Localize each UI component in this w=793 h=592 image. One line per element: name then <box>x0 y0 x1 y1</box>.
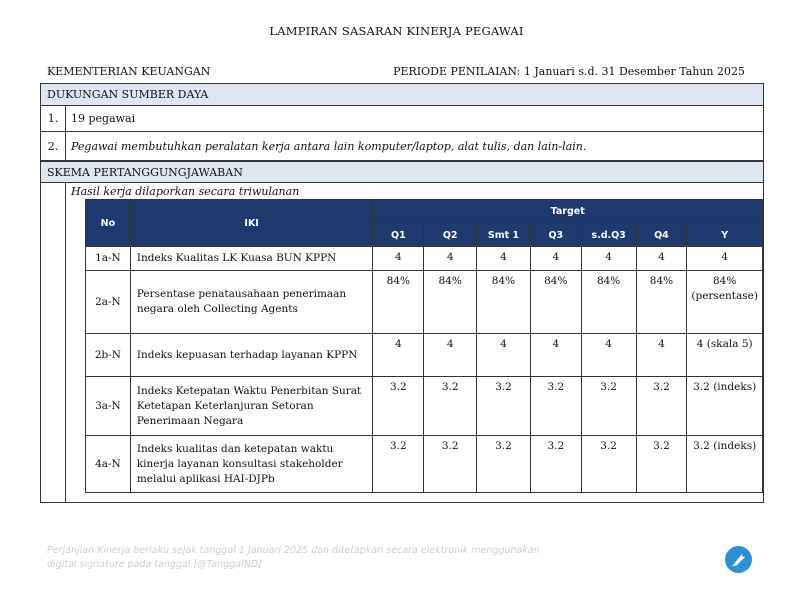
row-value: 84% <box>581 271 636 334</box>
resource-item <box>41 132 763 161</box>
row-value: 3.2 <box>373 377 424 436</box>
header-period: Q3 <box>530 224 581 247</box>
row-year: 84% (persentase) <box>687 271 763 334</box>
header-period: s.d.Q3 <box>581 224 636 247</box>
indent-divider <box>65 183 66 503</box>
row-iki: Indeks Kualitas LK Kuasa BUN KPPN <box>130 247 373 271</box>
header-period: Smt 1 <box>477 224 531 247</box>
row-number: 2a-N <box>86 271 131 334</box>
row-value: 4 <box>477 247 531 271</box>
page-title: LAMPIRAN SASARAN KINERJA PEGAWAI <box>269 24 524 38</box>
row-value: 84% <box>530 271 581 334</box>
row-value: 4 <box>477 334 531 377</box>
resource-item <box>41 106 763 132</box>
table-row <box>86 271 763 334</box>
row-number: 1a-N <box>86 247 131 271</box>
row-value: 4 <box>373 247 424 271</box>
iki-table <box>85 199 763 493</box>
resource-item-number: 1. <box>41 106 66 132</box>
header-no: No <box>86 200 131 247</box>
row-value: 3.2 <box>581 377 636 436</box>
row-value: 4 <box>581 334 636 377</box>
section-resources-title: DUKUNGAN SUMBER DAYA <box>41 84 763 106</box>
row-value: 4 <box>636 247 687 271</box>
row-value: 4 <box>373 334 424 377</box>
table-row <box>86 377 763 436</box>
header-period: Q1 <box>373 224 424 247</box>
row-value: 3.2 <box>424 377 477 436</box>
header-iki: IKI <box>130 200 373 247</box>
row-value: 3.2 <box>581 436 636 493</box>
row-iki: Indeks kualitas dan ketepatan waktu kinerja layanan konsultasi stakeholder melalui aplikasi HAI-DJPb <box>130 436 373 493</box>
header-period: Q2 <box>424 224 477 247</box>
row-value: 3.2 <box>636 436 687 493</box>
row-value: 3.2 <box>373 436 424 493</box>
resource-item-number: 2. <box>41 132 66 161</box>
row-value: 84% <box>477 271 531 334</box>
resource-item-text: 19 pegawai <box>71 112 136 125</box>
resource-item-text: Pegawai membutuhkan peralatan kerja antara lain komputer/laptop, alat tulis, dan lain-lain. <box>71 140 587 153</box>
footer-line: digital signature pada tanggal [@TanggalND] <box>47 559 262 570</box>
row-iki: Indeks kepuasan terhadap layanan KPPN <box>130 334 373 377</box>
row-iki: Persentase penatausahaan penerimaan negara oleh Collecting Agents <box>130 271 373 334</box>
period-label: PERIODE PENILAIAN: 1 Januari s.d. 31 Desember Tahun 2025 <box>393 65 745 78</box>
row-value: 84% <box>373 271 424 334</box>
row-number: 4a-N <box>86 436 131 493</box>
row-value: 4 <box>636 334 687 377</box>
row-year: 3.2 (indeks) <box>687 377 763 436</box>
row-year: 3.2 (indeks) <box>687 436 763 493</box>
row-value: 4 <box>424 247 477 271</box>
row-value: 4 <box>581 247 636 271</box>
row-iki: Indeks Ketepatan Waktu Penerbitan Surat Ketetapan Keterlanjuran Setoran Penerimaan Negara <box>130 377 373 436</box>
row-value: 3.2 <box>530 377 581 436</box>
reporting-note: Hasil kerja dilaporkan secara triwulanan <box>71 185 300 198</box>
organization-name: KEMENTERIAN KEUANGAN <box>47 65 211 78</box>
row-value: 84% <box>424 271 477 334</box>
row-value: 3.2 <box>636 377 687 436</box>
row-value: 84% <box>636 271 687 334</box>
footer-note <box>47 544 540 572</box>
row-number: 2b-N <box>86 334 131 377</box>
row-value: 3.2 <box>477 436 531 493</box>
section-accountability-title: SKEMA PERTANGGUNGJAWABAN <box>41 161 763 183</box>
signature-pen-icon <box>725 546 752 573</box>
row-value: 3.2 <box>477 377 531 436</box>
row-value: 4 <box>530 247 581 271</box>
content-frame <box>40 83 764 503</box>
row-value: 4 <box>530 334 581 377</box>
row-number: 3a-N <box>86 377 131 436</box>
header-period: Q4 <box>636 224 687 247</box>
row-value: 4 <box>424 334 477 377</box>
header-period: Y <box>687 224 763 247</box>
footer-line: Perjanjian Kinerja berlaku sejak tanggal 1 Januari 2025 dan ditetapkan secara elektronik menggunakan <box>47 545 540 556</box>
row-value: 3.2 <box>424 436 477 493</box>
row-year: 4 (skala 5) <box>687 334 763 377</box>
header-target: Target <box>373 200 763 224</box>
table-row <box>86 247 763 271</box>
table-row <box>86 334 763 377</box>
row-value: 3.2 <box>530 436 581 493</box>
table-row <box>86 436 763 493</box>
row-year: 4 <box>687 247 763 271</box>
signature-logo-icon <box>725 546 752 573</box>
